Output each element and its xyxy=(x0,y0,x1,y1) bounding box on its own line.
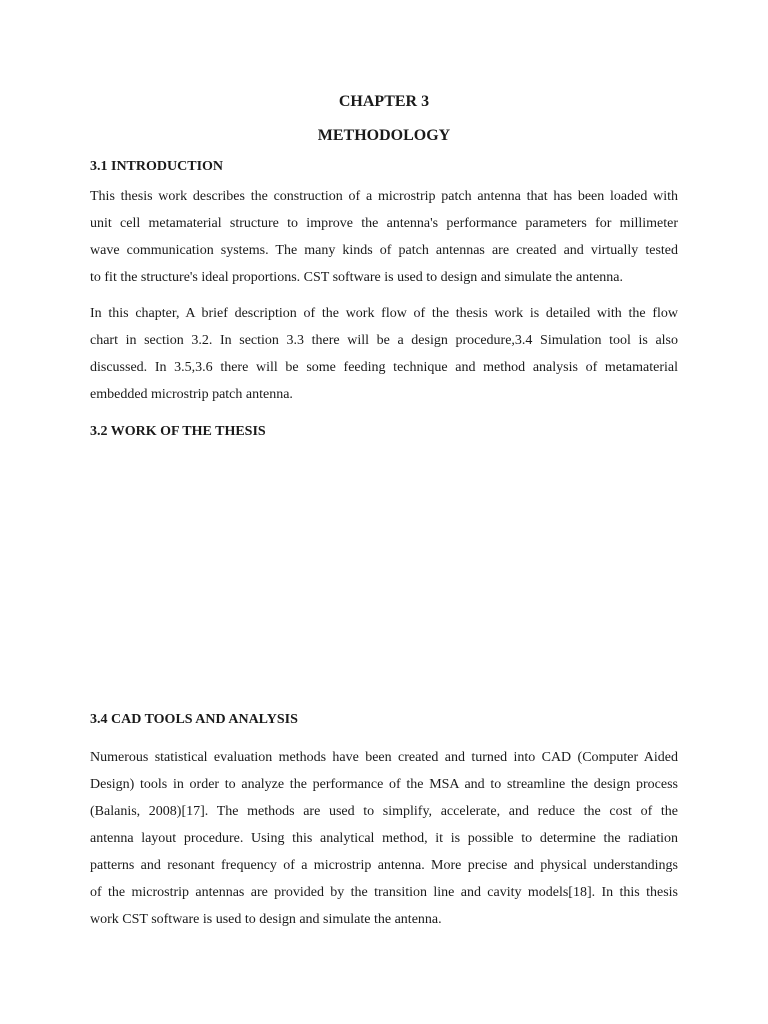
introduction-paragraph-2 xyxy=(90,303,678,411)
chapter-number: CHAPTER 3 xyxy=(338,93,430,110)
paragraph-line: In this chapter, A brief description of the work flow of the thesis work is detailed with the flow xyxy=(90,306,678,321)
section-heading-introduction: 3.1 INTRODUCTION xyxy=(90,159,224,174)
paragraph-line: to fit the structure's ideal proportions. CST software is used to design and simulate the antenna. xyxy=(90,270,623,285)
paragraph-line: Numerous statistical evaluation methods have been created and turned into CAD (Computer Aided xyxy=(90,750,678,765)
paragraph-line: chart in section 3.2. In section 3.3 there will be a design procedure,3.4 Simulation tool is also xyxy=(90,333,678,348)
paragraph-line: patterns and resonant frequency of a microstrip antenna. More precise and physical understandings xyxy=(90,858,678,873)
cad-tools-paragraph xyxy=(90,747,678,936)
section-heading-work-of-thesis: 3.2 WORK OF THE THESIS xyxy=(90,424,266,439)
paragraph-line: antenna layout procedure. Using this analytical method, it is possible to determine the radiation xyxy=(90,831,678,846)
chapter-title: METHODOLOGY xyxy=(317,127,451,144)
introduction-paragraph-1 xyxy=(90,186,678,294)
paragraph-line: discussed. In 3.5,3.6 there will be some feeding technique and method analysis of metamaterial xyxy=(90,360,678,375)
paragraph-line: (Balanis, 2008)[17]. The methods are used to simplify, accelerate, and reduce the cost of the xyxy=(90,804,678,819)
paragraph-line: work CST software is used to design and simulate the antenna. xyxy=(90,912,442,927)
paragraph-line: Design) tools in order to analyze the performance of the MSA and to streamline the design process xyxy=(90,777,678,792)
section-heading-cad-tools: 3.4 CAD TOOLS AND ANALYSIS xyxy=(90,712,298,727)
paragraph-line: This thesis work describes the construction of a microstrip patch antenna that has been loaded with xyxy=(90,189,678,204)
paragraph-line: of the microstrip antennas are provided by the transition line and cavity models[18]. In this thesis xyxy=(90,885,678,900)
paragraph-line: wave communication systems. The many kinds of patch antennas are created and virtually tested xyxy=(90,243,678,258)
paragraph-line: embedded microstrip patch antenna. xyxy=(90,387,293,402)
paragraph-line: unit cell metamaterial structure to improve the antenna's performance parameters for millimeter xyxy=(90,216,678,231)
